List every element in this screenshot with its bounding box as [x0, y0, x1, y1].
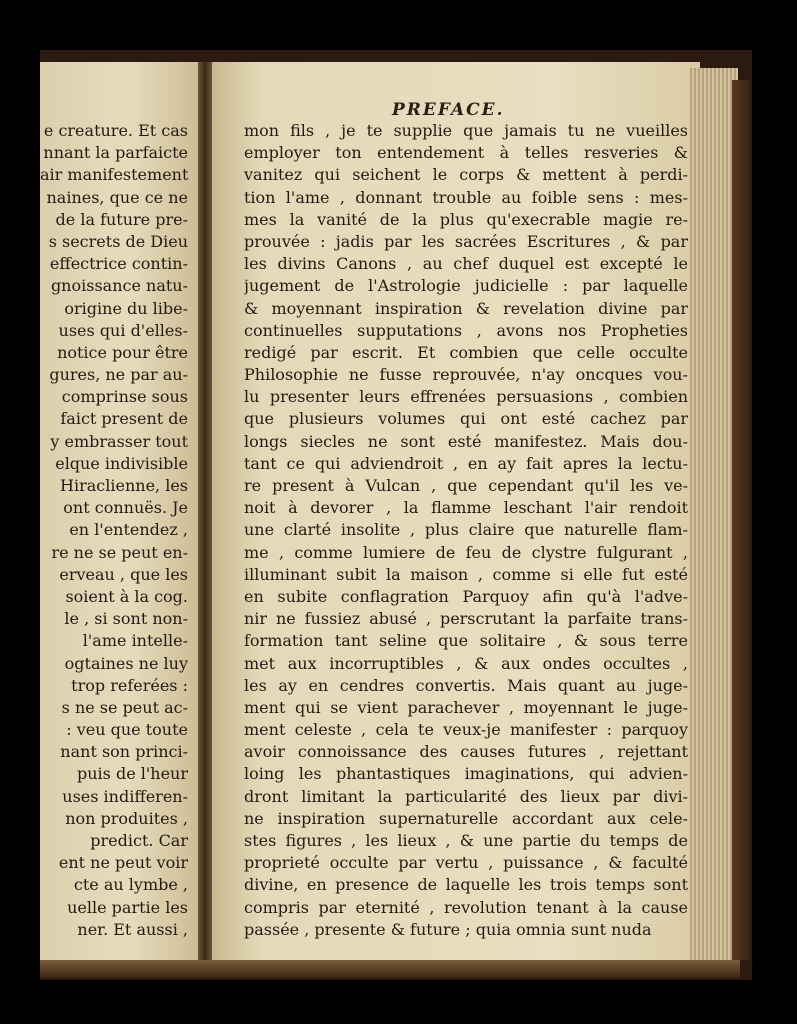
text-line: longs siecles ne sont esté manifestez. Mais dou- — [244, 431, 688, 451]
text-line: l'ame intelle- — [82, 631, 188, 651]
text-line: notice pour être — [57, 342, 188, 362]
text-line: uelle partie les — [67, 897, 188, 917]
text-line: proprieté occulte par vertu , puissance , & faculté — [244, 853, 688, 873]
text-line: s ne se peut ac- — [61, 697, 188, 717]
text-line: prouvée : jadis par les sacrées Escritures , & par — [244, 231, 688, 251]
text-line: nir ne fussiez abusé , perscrutant la parfaite trans- — [244, 609, 688, 629]
text-line: avoir connoissance des causes futures , rejettant — [244, 742, 688, 762]
text-line: loing les phantastiques imaginations, qui advien- — [244, 764, 688, 784]
text-line: divine, en presence de laquelle les trois temps sont — [244, 875, 688, 895]
text-line: mes la vanité de la plus qu'execrable magie re- — [244, 209, 688, 229]
text-line: compris par eternité , revolution tenant à la cause — [244, 897, 688, 917]
text-line: gnoissance natu- — [50, 276, 188, 296]
text-line: ment celeste , cela te veux-je manifester : parquoy — [244, 720, 688, 740]
text-line: dront limitant la particularité des lieux par divi- — [244, 786, 688, 806]
text-line: ner. Et aussi , — [77, 919, 188, 939]
text-line: predict. Car — [90, 831, 188, 850]
text-line: illuminant subit la maison , comme si elle fut esté — [244, 564, 688, 584]
text-line: en l'entendez , — [69, 520, 188, 540]
text-line: le , si sont non- — [64, 609, 188, 629]
text-line: e creature. Et cas — [43, 121, 188, 140]
text-line: de la future pre- — [55, 209, 188, 229]
text-line: Hiraclienne, les — [60, 476, 188, 495]
right-page-text — [244, 120, 688, 941]
book-bottom-edge — [40, 960, 740, 978]
text-line: ne inspiration supernaturelle accordant aux cele- — [244, 808, 688, 828]
page-edges — [690, 68, 738, 963]
text-line: & moyennant inspiration & revelation divine par — [244, 298, 688, 318]
text-line: gures, ne par au- — [49, 365, 188, 385]
text-line: vanitez qui seichent le corps & mettent à perdi- — [244, 165, 688, 185]
text-line: Philosophie ne fusse reprouvée, n'ay oncques vou- — [244, 365, 688, 385]
text-line: lu presenter leurs effrenées persuasions , combien — [244, 387, 688, 407]
text-line: employer ton entendement à telles resveries & — [244, 143, 688, 163]
text-line: re present à Vulcan , que cependant qu'il les ve- — [244, 476, 688, 495]
text-line: ont connuës. Je — [63, 498, 188, 518]
text-line: tant ce qui adviendroit , en ay fait apres la lectu- — [244, 453, 688, 473]
text-line: nant son princi- — [60, 742, 188, 762]
text-line: puis de l'heur — [77, 764, 188, 784]
text-line: que plusieurs volumes qui ont esté cachez par — [244, 409, 688, 429]
text-line: passée , presente & future ; quia omnia sunt nuda — [244, 919, 652, 939]
text-line: effectrice contin- — [49, 254, 188, 274]
text-line: noit à devorer , la flamme leschant l'air rendoit — [244, 498, 688, 518]
text-line: une clarté insolite , plus claire que naturelle flam- — [244, 520, 688, 540]
text-line: uses qui d'elles- — [58, 320, 188, 340]
text-line: y embrasser tout — [50, 431, 188, 451]
text-line: comprinse sous — [61, 387, 188, 407]
text-line: mon fils , je te supplie que jamais tu ne vueilles — [244, 121, 688, 140]
text-line: elque indivisible — [55, 453, 188, 473]
text-line: en subite conflagration Parquoy afin qu'à l'adve- — [244, 586, 688, 606]
text-line: formation tant seline que solitaire , & sous terre — [244, 631, 688, 651]
text-line: ment qui se vient parachever , moyennant le juge- — [244, 697, 688, 717]
running-head: PREFACE. — [392, 100, 505, 120]
text-line: soient à la cog. — [65, 586, 188, 606]
text-line: ent ne peut voir — [58, 853, 188, 873]
text-line: ogtaines ne luy — [64, 653, 188, 673]
left-page-text — [40, 120, 198, 941]
text-line: non produites , — [65, 808, 188, 828]
text-line: tion l'ame , donnant trouble au foible sens : mes- — [244, 187, 688, 207]
text-line: uses indifferen- — [62, 786, 188, 806]
text-line: naines, que ce ne — [46, 187, 188, 207]
text-line: cte au lymbe , — [73, 875, 188, 895]
text-line: s secrets de Dieu — [48, 231, 188, 251]
book-cover-edge — [732, 80, 750, 960]
text-line: air manifestement — [40, 165, 189, 185]
text-line: origine du libe- — [64, 298, 188, 318]
text-line: jugement de l'Astrologie judicielle : par laquelle — [244, 276, 688, 296]
text-line: redigé par escrit. Et combien que celle occulte — [244, 342, 688, 362]
text-line: faict present de — [60, 409, 188, 429]
text-line: les divins Canons , au chef duquel est excepté le — [244, 254, 688, 274]
text-line: stes figures , les lieux , & une partie du temps de — [244, 831, 688, 850]
text-line: erveau , que les — [59, 564, 188, 584]
text-line: trop referées : — [71, 675, 188, 695]
text-line: re ne se peut en- — [51, 542, 188, 562]
text-line: me , comme lumiere de feu de clystre fulgurant , — [244, 542, 688, 562]
text-line: les ay en cendres convertis. Mais quant au juge- — [244, 675, 688, 695]
text-line: continuelles supputations , avons nos Propheties — [244, 320, 688, 340]
text-line: : veu que toute — [66, 720, 188, 740]
text-line: nnant la parfaicte — [43, 143, 188, 163]
text-line: met aux incorruptibles , & aux ondes occultes , — [244, 653, 688, 673]
